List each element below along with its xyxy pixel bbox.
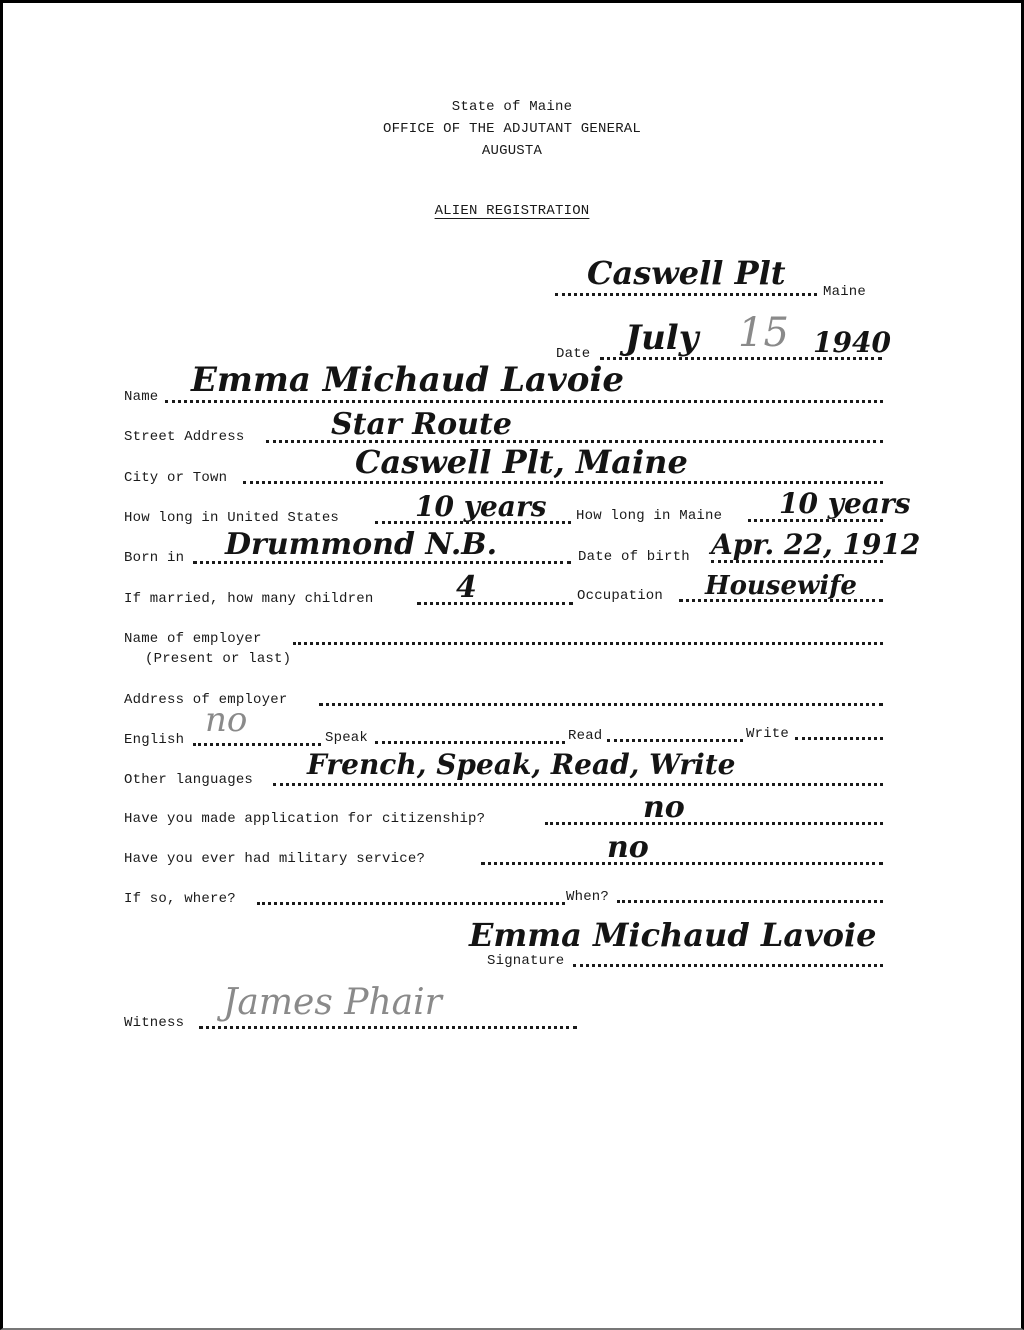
how-long-us-value: 10 years (415, 490, 547, 523)
english-line (193, 743, 321, 746)
date-year: 1940 (813, 326, 891, 359)
employer-name-sublabel: (Present or last) (145, 651, 292, 667)
when-label: When? (566, 889, 610, 905)
name-value: Emma Michaud Lavoie (191, 360, 624, 400)
place-value: Caswell Plt (587, 254, 786, 292)
city-heading: AUGUSTA (481, 143, 543, 159)
english-value: no (205, 700, 248, 740)
date-day: 15 (738, 310, 789, 356)
occupation-label: Occupation (577, 588, 664, 604)
how-long-us-label: How long in United States (124, 510, 340, 526)
children-line (417, 602, 573, 605)
military-label: Have you ever had military service? (124, 851, 426, 867)
city-label: City or Town (124, 470, 228, 486)
read-line (607, 739, 743, 742)
when-line (617, 900, 883, 903)
place-suffix: Maine (823, 284, 867, 300)
occupation-value: Housewife (705, 571, 857, 601)
military-line (481, 862, 883, 865)
if-so-where-label: If so, where? (124, 891, 236, 907)
other-languages-value: French, Speak, Read, Write (307, 748, 736, 781)
read-label: Read (568, 728, 603, 744)
employer-name-line (293, 642, 883, 645)
employer-name-label: Name of employer (124, 631, 262, 647)
military-value: no (607, 830, 649, 865)
state-heading: State of Maine (451, 99, 573, 115)
witness-value: James Phair (223, 982, 442, 1023)
date-of-birth-value: Apr. 22, 1912 (711, 528, 921, 561)
if-so-where-line (257, 902, 565, 905)
signature-line (573, 964, 883, 967)
witness-line (199, 1026, 577, 1029)
street-value: Star Route (331, 407, 512, 442)
citizenship-line (545, 822, 883, 825)
how-long-maine-value: 10 years (779, 487, 911, 520)
name-line (165, 400, 883, 403)
children-value: 4 (456, 570, 477, 605)
city-line (243, 481, 883, 484)
date-of-birth-label: Date of birth (578, 549, 690, 565)
form-title: ALIEN REGISTRATION (434, 203, 590, 219)
date-month: July (625, 318, 699, 358)
born-in-label: Born in (124, 550, 185, 566)
children-label: If married, how many children (124, 591, 374, 607)
name-label: Name (124, 389, 159, 405)
signature-value: Emma Michaud Lavoie (469, 916, 877, 954)
place-line (555, 293, 817, 296)
write-label: Write (746, 726, 790, 742)
signature-label: Signature (487, 953, 565, 969)
city-value: Caswell Plt, Maine (355, 443, 688, 481)
speak-line (375, 741, 565, 744)
office-heading: OFFICE OF THE ADJUTANT GENERAL (382, 121, 642, 137)
citizenship-label: Have you made application for citizenship? (124, 811, 486, 827)
street-label: Street Address (124, 429, 245, 445)
other-languages-label: Other languages (124, 772, 254, 788)
born-in-value: Drummond N.B. (225, 527, 498, 562)
how-long-maine-label: How long in Maine (576, 508, 723, 524)
witness-label: Witness (124, 1015, 185, 1031)
citizenship-value: no (643, 790, 685, 825)
employer-address-line (319, 703, 883, 706)
write-line (795, 737, 883, 740)
employer-address-label: Address of employer (124, 692, 288, 708)
english-label: English (124, 732, 185, 748)
speak-label: Speak (325, 730, 369, 746)
other-languages-line (273, 783, 883, 786)
date-label: Date (556, 346, 591, 362)
